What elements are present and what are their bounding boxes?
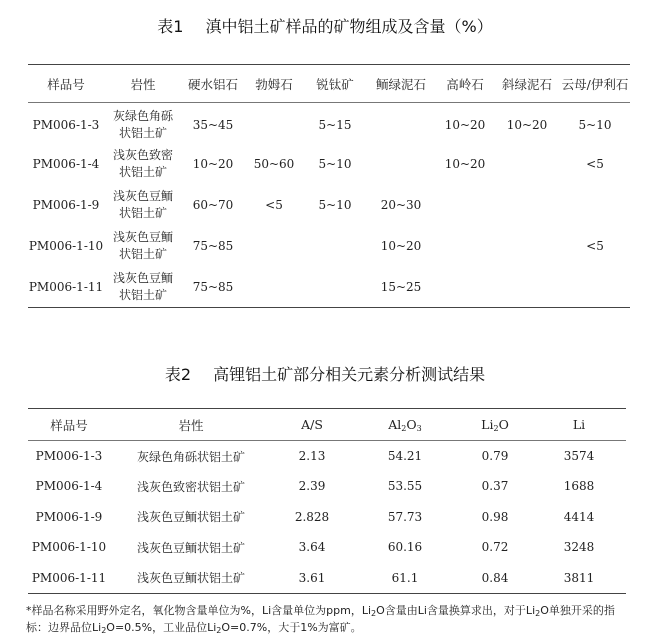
table2-header-row bbox=[28, 409, 626, 441]
table-row bbox=[28, 471, 626, 502]
sample-id: PM006-1-10 bbox=[28, 239, 104, 253]
sample-id: PM006-1-4 bbox=[32, 157, 100, 171]
cell-li: 3574 bbox=[563, 449, 595, 463]
table1-header-mica-illite: 云母/伊利石 bbox=[560, 65, 630, 103]
rock-type: 浅灰色豆鲕状铝土矿 bbox=[136, 540, 245, 555]
table1-mineral-composition bbox=[28, 64, 630, 308]
cell-anatase: 5~10 bbox=[318, 157, 352, 171]
table1-header-row bbox=[28, 65, 630, 103]
cell-mica-illite bbox=[560, 185, 630, 226]
cell-kaolinite bbox=[436, 185, 494, 226]
cell-kaolinite: 10~20 bbox=[444, 157, 486, 171]
table-row bbox=[28, 563, 626, 594]
cell-li: 4414 bbox=[563, 509, 595, 524]
table-row bbox=[28, 502, 626, 533]
table-row bbox=[28, 185, 630, 226]
rock-type-line1: 灰绿色角砾 bbox=[112, 108, 173, 123]
cell-as: 3.64 bbox=[298, 540, 326, 555]
rock-type-line1: 浅灰色豆鲕 bbox=[112, 270, 173, 285]
sample-id: PM006-1-3 bbox=[35, 449, 103, 463]
footnote-sub2: 2 bbox=[535, 609, 541, 618]
table2-header-li: Li bbox=[532, 409, 626, 441]
cell-clinochlore bbox=[494, 267, 560, 308]
table1-header-diaspore: 硬水铝石 bbox=[182, 65, 244, 103]
rock-type-line1: 浅灰色豆鲕 bbox=[112, 189, 173, 203]
table2-element-analysis bbox=[28, 408, 626, 594]
footnote-part4: O=0.5%，工业品位Li bbox=[106, 621, 217, 634]
rock-type-line1: 浅灰色豆鲕 bbox=[112, 230, 173, 244]
cell-chamosite: 15~25 bbox=[380, 279, 422, 294]
cell-mica-illite: <5 bbox=[586, 239, 604, 253]
table1-header-sample: 样品号 bbox=[28, 65, 104, 103]
table-row bbox=[28, 226, 630, 267]
cell-chamosite bbox=[366, 103, 436, 144]
table1-header-anatase: 锐钛矿 bbox=[304, 65, 366, 103]
cell-chamosite: 10~20 bbox=[380, 239, 422, 253]
cell-clinochlore: 10~20 bbox=[506, 117, 548, 132]
rock-type bbox=[104, 185, 182, 226]
table2-header-li2o bbox=[458, 409, 532, 441]
sample-id: PM006-1-3 bbox=[32, 117, 100, 132]
cell-li2o: 0.37 bbox=[481, 479, 509, 494]
table-row bbox=[28, 532, 626, 563]
footnote-sub4: 2 bbox=[216, 626, 222, 635]
cell-anatase: 5~15 bbox=[318, 117, 352, 132]
table-row bbox=[28, 441, 626, 472]
rock-type: 灰绿色角砾状铝土矿 bbox=[136, 449, 245, 464]
footnote-part3: O单独开采的指标：边界品位Li bbox=[26, 604, 615, 634]
cell-al2o3: 54.21 bbox=[387, 449, 423, 463]
cell-mica-illite: <5 bbox=[586, 157, 604, 171]
table1-header-boehmite: 勃姆石 bbox=[244, 65, 304, 103]
table-row bbox=[28, 144, 630, 185]
cell-as: 2.828 bbox=[294, 509, 330, 524]
rock-type-line2: 状铝土矿 bbox=[118, 287, 167, 302]
rock-type: 浅灰色豆鲕状铝土矿 bbox=[136, 510, 245, 525]
cell-boehmite: <5 bbox=[265, 198, 283, 212]
cell-al2o3: 61.1 bbox=[391, 570, 419, 585]
al2o3-sub2: 3 bbox=[416, 424, 422, 433]
cell-boehmite bbox=[244, 103, 304, 144]
cell-kaolinite bbox=[436, 267, 494, 308]
rock-type-line2: 状铝土矿 bbox=[118, 165, 167, 179]
rock-type: 浅灰色豆鲕状铝土矿 bbox=[136, 571, 245, 585]
cell-as: 3.61 bbox=[298, 570, 326, 585]
li2o-sub: 2 bbox=[493, 424, 499, 433]
cell-anatase bbox=[304, 267, 366, 308]
cell-li2o: 0.98 bbox=[481, 509, 509, 524]
cell-al2o3: 57.73 bbox=[387, 509, 423, 524]
rock-type bbox=[104, 267, 182, 308]
footnote-sub3: 2 bbox=[101, 626, 107, 635]
table2-title-text: 高锂铝土矿部分相关元素分析测试结果 bbox=[213, 365, 486, 384]
table2-header-rock: 岩性 bbox=[110, 409, 272, 441]
sample-id: PM006-1-4 bbox=[35, 479, 103, 494]
rock-type bbox=[104, 144, 182, 185]
cell-kaolinite bbox=[436, 226, 494, 267]
rock-type-line2: 状铝土矿 bbox=[118, 125, 167, 140]
cell-li: 3811 bbox=[563, 570, 595, 585]
table2-header-sample: 样品号 bbox=[28, 409, 110, 441]
al2o3-al: Al bbox=[388, 417, 402, 432]
cell-as: 2.39 bbox=[298, 479, 326, 494]
cell-li2o: 0.72 bbox=[481, 540, 509, 555]
al2o3-o: O bbox=[406, 417, 417, 432]
cell-mica-illite bbox=[560, 267, 630, 308]
rock-type bbox=[104, 226, 182, 267]
cell-al2o3: 53.55 bbox=[387, 479, 423, 494]
sample-id: PM006-1-9 bbox=[35, 509, 103, 524]
cell-chamosite bbox=[366, 144, 436, 185]
table1-header-rock: 岩性 bbox=[104, 65, 182, 103]
cell-li: 3248 bbox=[563, 540, 595, 555]
footnote-part1: *样品名称采用野外定名，氧化物含量单位为%，Li含量单位为ppm，Li bbox=[26, 604, 371, 617]
table2-title-label: 表2 bbox=[164, 365, 192, 384]
table2-header-al2o3 bbox=[352, 409, 458, 441]
table-row bbox=[28, 103, 630, 144]
rock-type-line1: 浅灰色致密 bbox=[112, 148, 173, 162]
cell-anatase bbox=[304, 226, 366, 267]
cell-li2o: 0.79 bbox=[481, 449, 509, 463]
cell-clinochlore bbox=[494, 226, 560, 267]
table1-header-clinochlore: 斜绿泥石 bbox=[494, 65, 560, 103]
sample-id: PM006-1-10 bbox=[31, 540, 107, 555]
cell-diaspore: 10~20 bbox=[192, 157, 234, 171]
table2-title bbox=[0, 362, 650, 385]
cell-diaspore: 75~85 bbox=[192, 279, 234, 294]
footnote-sub1: 2 bbox=[371, 609, 377, 618]
cell-boehmite: 50~60 bbox=[253, 157, 295, 171]
table1-header-kaolinite: 高岭石 bbox=[436, 65, 494, 103]
table-row bbox=[28, 267, 630, 308]
cell-li: 1688 bbox=[563, 479, 595, 494]
sample-id: PM006-1-11 bbox=[31, 570, 107, 585]
cell-boehmite bbox=[244, 267, 304, 308]
table1-title-label: 表1 bbox=[157, 17, 184, 36]
cell-chamosite: 20~30 bbox=[380, 198, 422, 212]
footnote-part5: O=0.7%，大于1%为富矿。 bbox=[221, 621, 362, 634]
rock-type: 浅灰色致密状铝土矿 bbox=[136, 479, 245, 494]
cell-diaspore: 60~70 bbox=[192, 198, 234, 212]
cell-anatase: 5~10 bbox=[318, 198, 352, 212]
table1-title-text: 滇中铝土矿样品的矿物组成及含量（%） bbox=[205, 17, 493, 36]
cell-boehmite bbox=[244, 226, 304, 267]
cell-mica-illite: 5~10 bbox=[578, 117, 612, 132]
footnote-part2: O含量由Li含量换算求出，对于Li bbox=[376, 604, 536, 617]
cell-al2o3: 60.16 bbox=[387, 540, 423, 555]
footnote bbox=[26, 602, 630, 636]
li2o-o: O bbox=[498, 417, 509, 432]
sample-id: PM006-1-9 bbox=[32, 198, 100, 212]
cell-diaspore: 35~45 bbox=[192, 117, 234, 132]
li2o-li: Li bbox=[481, 417, 494, 432]
table2-header-as: A/S bbox=[272, 409, 352, 441]
cell-kaolinite: 10~20 bbox=[444, 117, 486, 132]
table1-title bbox=[0, 14, 650, 37]
sample-id: PM006-1-11 bbox=[28, 279, 104, 294]
rock-type-line2: 状铝土矿 bbox=[118, 206, 167, 220]
table1-header-chamosite: 鲕绿泥石 bbox=[366, 65, 436, 103]
rock-type bbox=[104, 103, 182, 144]
rock-type-line2: 状铝土矿 bbox=[118, 247, 167, 261]
al2o3-sub1: 2 bbox=[401, 424, 407, 433]
cell-as: 2.13 bbox=[298, 449, 326, 463]
cell-li2o: 0.84 bbox=[481, 570, 509, 585]
cell-diaspore: 75~85 bbox=[192, 239, 234, 253]
cell-clinochlore bbox=[494, 144, 560, 185]
cell-clinochlore bbox=[494, 185, 560, 226]
